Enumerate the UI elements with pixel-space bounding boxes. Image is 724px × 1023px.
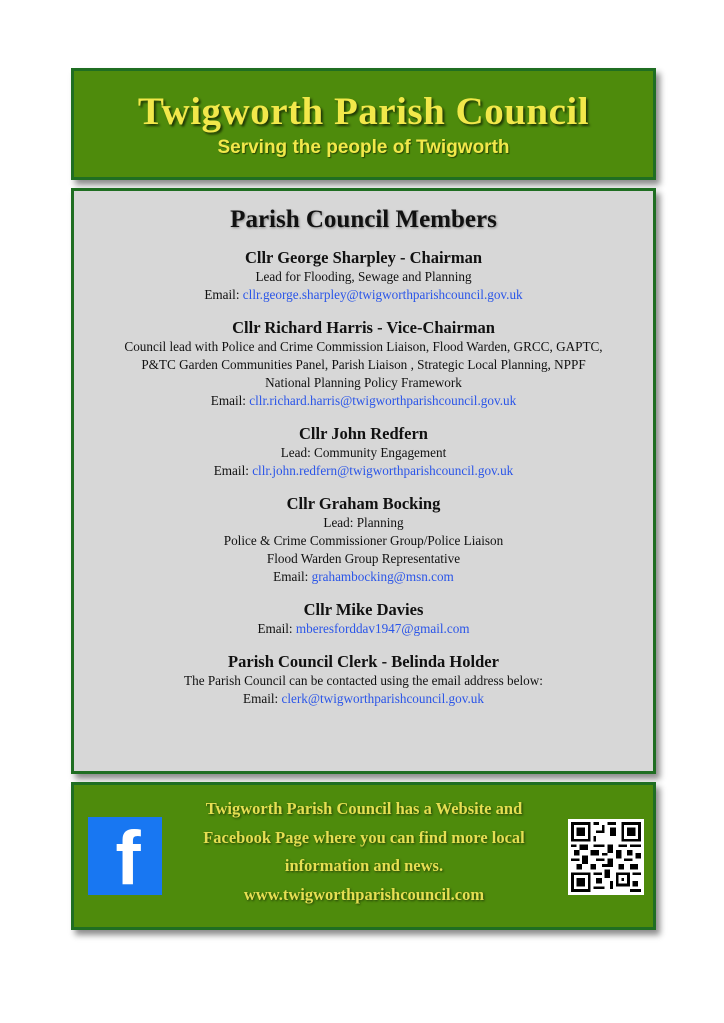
member-name: Cllr John Redfern [299, 424, 428, 443]
member-role: Lead: Planning [323, 515, 404, 530]
email-label: Email: [257, 621, 293, 636]
email-label: Email: [243, 691, 279, 706]
email-label: Email: [273, 569, 309, 584]
member-john-redfern [74, 424, 653, 480]
footer-banner [71, 782, 656, 930]
member-role: Lead: Community Engagement [280, 445, 447, 460]
member-email-link[interactable]: mberesforddav1947@gmail.com [295, 621, 470, 636]
member-role: National Planning Policy Framework [265, 375, 462, 390]
member-name: Cllr Mike Davies [303, 600, 424, 619]
member-email-link[interactable]: cllr.john.redfern@twigworthparishcouncil.gov.uk [252, 463, 514, 478]
member-richard-harris [74, 318, 653, 410]
member-graham-bocking [74, 494, 653, 586]
member-role: Flood Warden Group Representative [266, 551, 461, 566]
member-george-sharpley [74, 248, 653, 304]
member-name: Cllr Richard Harris - Vice-Chairman [232, 318, 495, 337]
clerk-email-link[interactable]: clerk@twigworthparishcouncil.gov.uk [281, 691, 484, 706]
page-title: Twigworth Parish Council [137, 90, 590, 133]
email-label: Email: [210, 393, 246, 408]
footer-line: Twigworth Parish Council has a Website and [205, 799, 523, 818]
footer-text [174, 795, 554, 909]
clerk-belinda-holder [74, 652, 653, 708]
website-link[interactable]: www.twigworthparishcouncil.com [243, 884, 485, 904]
page-subtitle: Serving the people of Twigworth [217, 137, 510, 158]
qr-code-graphic [571, 822, 641, 892]
member-email-link[interactable]: grahambocking@msn.com [311, 569, 454, 584]
member-email-link[interactable]: cllr.richard.harris@twigworthparishcouncil.gov.uk [249, 393, 517, 408]
member-role: Council lead with Police and Crime Commission Liaison, Flood Warden, GRCC, GAPTC, [124, 339, 603, 354]
header-banner [71, 68, 656, 180]
members-panel [71, 188, 656, 774]
members-heading: Parish Council Members [230, 206, 497, 233]
member-role: P&TC Garden Communities Panel, Parish Liaison , Strategic Local Planning, NPPF [141, 357, 586, 372]
member-name: Parish Council Clerk - Belinda Holder [228, 652, 499, 671]
member-role: The Parish Council can be contacted using the email address below: [184, 673, 543, 688]
member-name: Cllr Graham Bocking [286, 494, 441, 513]
footer-line: Facebook Page where you can find more local [203, 827, 525, 847]
footer-line: information and news. [284, 856, 444, 875]
member-name: Cllr George Sharpley - Chairman [244, 248, 483, 267]
member-role: Lead for Flooding, Sewage and Planning [255, 269, 472, 284]
member-mike-davies [74, 600, 653, 638]
member-email-link[interactable]: cllr.george.sharpley@twigworthparishcouncil.gov.uk [242, 287, 523, 302]
facebook-icon[interactable] [88, 817, 162, 895]
email-label: Email: [204, 287, 240, 302]
member-role: Police & Crime Commissioner Group/Police Liaison [223, 533, 504, 548]
qr-code-icon[interactable] [568, 819, 644, 895]
email-label: Email: [213, 463, 249, 478]
facebook-glyph: f [115, 817, 141, 895]
